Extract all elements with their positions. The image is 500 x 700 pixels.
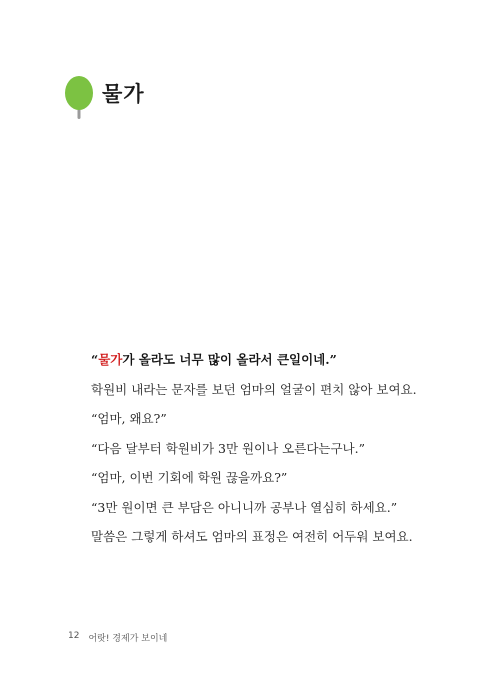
narration-line: 말씀은 그렇게 하셔도 엄마의 표정은 여전히 어두워 보여요. <box>91 529 413 544</box>
section-heading <box>64 74 145 122</box>
page-footer <box>68 631 167 644</box>
dialogue-line: “다음 달부터 학원비가 3만 원이나 오른다는구나.” <box>91 440 365 456</box>
narration-line: 학원비 내라는 문자를 보던 엄마의 얼굴이 편치 않아 보여요. <box>91 381 417 397</box>
tree-icon <box>64 74 94 122</box>
page-number: 12 <box>68 631 80 641</box>
dialogue-line: “엄마, 왜요?” <box>91 411 167 426</box>
section-title: 물가 <box>102 82 145 106</box>
dialogue-line <box>91 352 461 367</box>
line-text: 가 올라도 너무 많이 올라서 큰일이네.” <box>122 352 337 367</box>
story-text <box>91 352 461 559</box>
dialogue-line: “엄마, 이번 기회에 학원 끊을까요?” <box>91 470 288 485</box>
quote-mark: “ <box>91 352 99 367</box>
keyword-highlight: 물가 <box>98 352 123 367</box>
book-title: 어랏! 경제가 보이네 <box>88 634 168 644</box>
dialogue-line: “3만 원이면 큰 부담은 아니니까 공부나 열심히 하세요.” <box>91 499 398 515</box>
